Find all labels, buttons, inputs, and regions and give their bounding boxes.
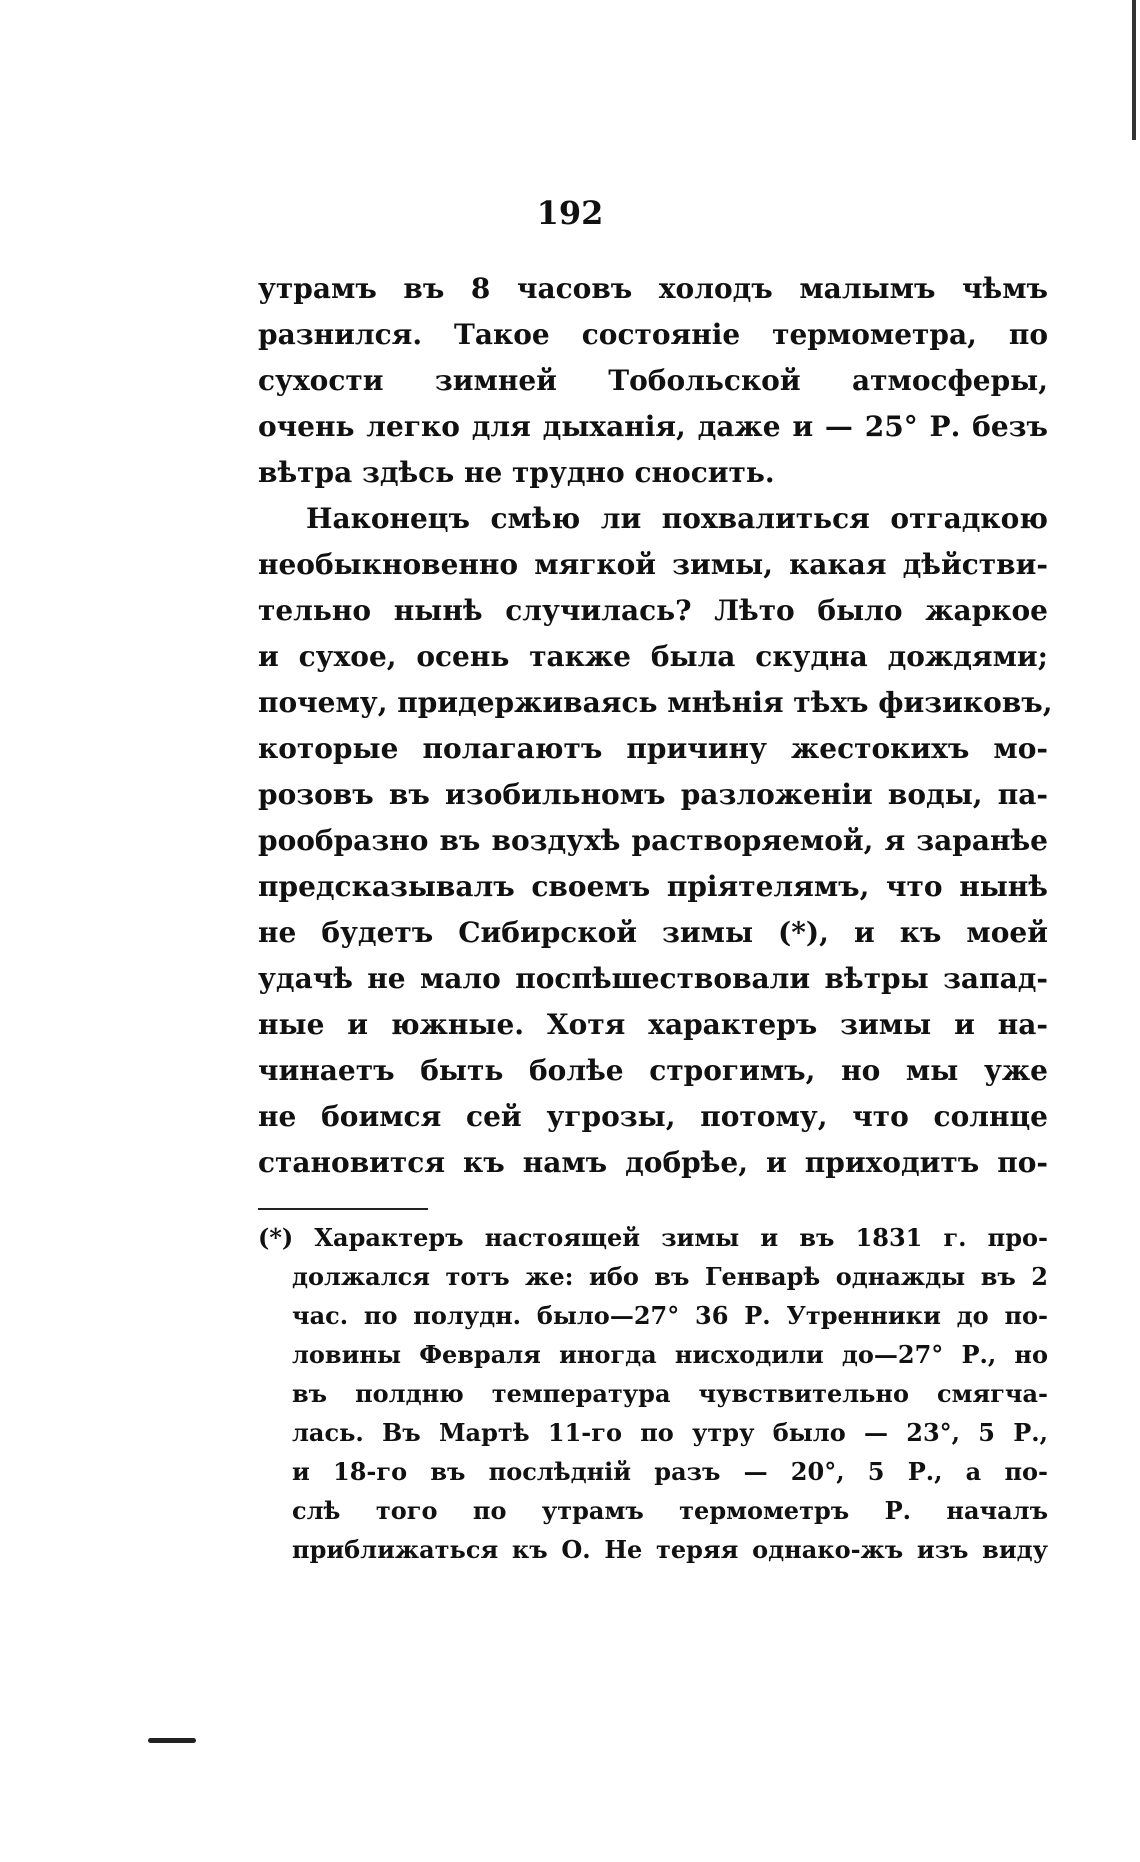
text-line: почему, придерживаясь мнѣнія тѣхъ физиковъ, <box>258 686 1053 719</box>
text-line: рообразно въ воздухѣ растворяемой, я заранѣе <box>258 824 1048 857</box>
footnote-line: приближаться къ О. Не теряя однако-жъ изъ виду <box>292 1535 1048 1564</box>
text-line: тельно нынѣ случилась? Лѣто было жаркое <box>258 594 1048 627</box>
text-line: ные и южные. Хотя характеръ зимы и на- <box>258 1008 1048 1041</box>
page-number: 192 <box>536 194 604 232</box>
footnote <box>258 1218 1048 1569</box>
text-line: утрамъ въ 8 часовъ холодъ малымъ чѣмъ <box>258 272 1048 305</box>
footnote-line: ловины Февраля иногда нисходили до—27° Р., но <box>292 1340 1048 1369</box>
footnote-line: должался тотъ же: ибо въ Генварѣ однажды въ 2 <box>292 1262 1048 1291</box>
paragraph-first-line: Наконецъ смѣю ли похвалиться отгадкою <box>306 502 1048 535</box>
text-line: розовъ въ изобильномъ разложеніи воды, па- <box>258 778 1048 811</box>
text-line: удачѣ не мало поспѣшествовали вѣтры запад- <box>258 962 1048 995</box>
footnote-line: час. по полудн. было—27° 36 Р. Утренники до по- <box>292 1301 1048 1330</box>
text-line: не будетъ Сибирской зимы (*), и къ моей <box>258 916 1048 949</box>
text-line: и сухое, осень также была скудна дождями; <box>258 640 1048 673</box>
text-line: чинаетъ быть болѣе строгимъ, но мы уже <box>258 1054 1048 1087</box>
footnote-divider <box>258 1208 428 1210</box>
footnote-line: слѣ того по утрамъ термометръ Р. началъ <box>292 1496 1048 1525</box>
main-text <box>258 266 1053 1186</box>
footnote-line: (*) Характеръ настоящей зимы и въ 1831 г. про- <box>258 1223 1048 1252</box>
footnote-line: лась. Въ Мартѣ 11-го по утру было — 23°, 5 Р., <box>292 1418 1048 1447</box>
footnote-line: и 18-го въ послѣдній разъ — 20°, 5 Р., а по- <box>292 1457 1048 1486</box>
page-edge-mark <box>1132 0 1136 140</box>
text-line: не боимся сей угрозы, потому, что солнце <box>258 1100 1048 1133</box>
text-line: предсказывалъ своемъ пріятелямъ, что нынѣ <box>258 870 1048 903</box>
text-line: которые полагаютъ причину жестокихъ мо- <box>258 732 1048 765</box>
text-line: разнился. Такое состояніе термометра, по <box>258 318 1048 351</box>
text-line: очень легко для дыханія, даже и — 25° Р. безъ <box>258 410 1048 443</box>
footnote-line: въ полдню температура чувствительно смягча- <box>292 1379 1048 1408</box>
text-line: вѣтра здѣсь не трудно сносить. <box>258 456 775 489</box>
ink-mark <box>148 1738 196 1743</box>
text-line: сухости зимней Тобольской атмосферы, <box>258 364 1048 397</box>
text-line: необыкновенно мягкой зимы, какая дѣйстви- <box>258 548 1048 581</box>
text-line: становится къ намъ добрѣе, и приходитъ по- <box>258 1146 1048 1179</box>
